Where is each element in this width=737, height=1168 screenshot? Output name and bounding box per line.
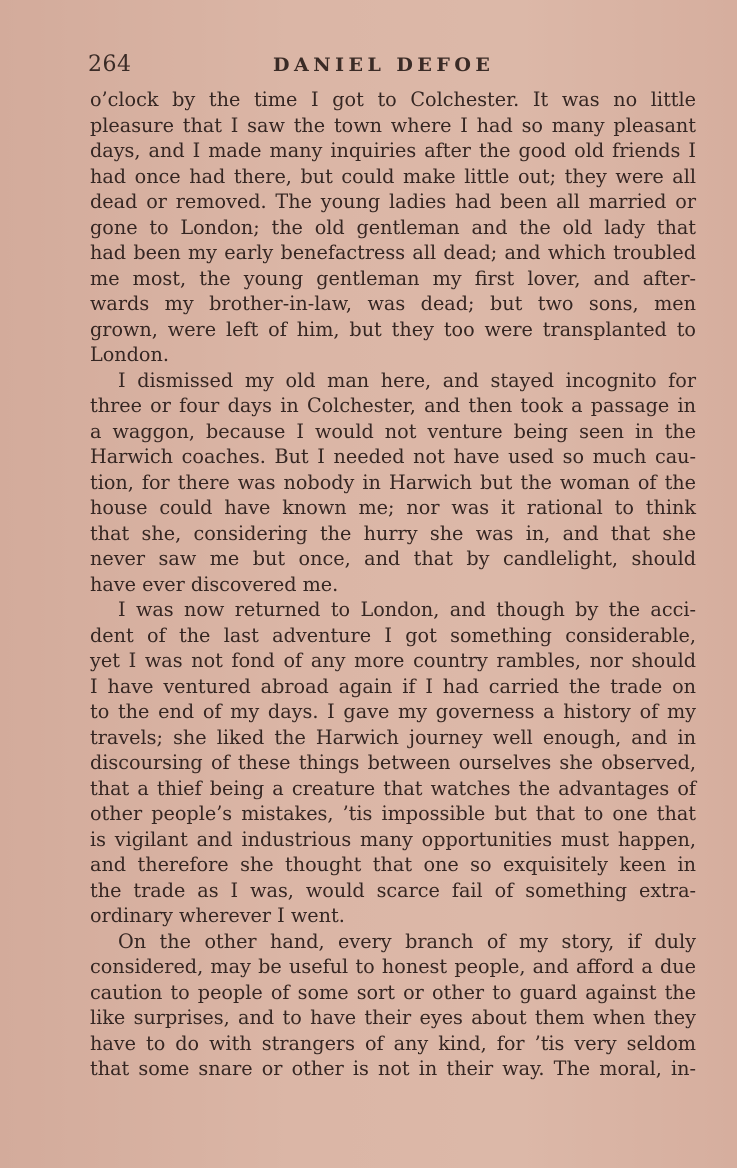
- text-line: caution to people of some sort or other to guard against the: [90, 980, 696, 1004]
- text-line: considered, may be useful to honest people, and afford a due: [90, 955, 696, 978]
- text-line: I was now returned to London, and though by the acci-: [118, 598, 696, 621]
- text-line: London.: [90, 343, 169, 366]
- text-line: I dismissed my old man here, and stayed incognito for: [118, 368, 696, 392]
- text-line: a waggon, because I would not venture being seen in the: [90, 419, 696, 443]
- text-line: tion, for there was nobody in Harwich but the woman of the: [90, 470, 696, 494]
- text-line: me most, the young gentleman my first lover, and after-: [90, 266, 696, 290]
- text-line: have to do with strangers of any kind, for ’tis very seldom: [90, 1031, 696, 1055]
- text-line: that some snare or other is not in their way. The moral, in-: [90, 1057, 696, 1080]
- text-line: yet I was not fond of any more country rambles, nor should: [90, 649, 696, 672]
- running-head-title: DANIEL DEFOE: [273, 54, 495, 76]
- text-line: travels; she liked the Harwich journey well enough, and in: [90, 725, 696, 749]
- text-line: gone to London; the old gentleman and the old lady that: [90, 215, 696, 239]
- text-line: wards my brother-in-law, was dead; but two sons, men: [90, 292, 696, 315]
- text-line: Harwich coaches. But I needed not have used so much cau-: [90, 445, 696, 468]
- text-line: that a thief being a creature that watches the advantages of: [90, 776, 696, 800]
- text-line: I have ventured abroad again if I had carried the trade on: [90, 674, 696, 698]
- text-line: have ever discovered me.: [90, 572, 339, 596]
- text-line: the trade as I was, would scarce fail of something extra-: [90, 878, 696, 902]
- text-line: other people’s mistakes, ’tis impossible but that to one that: [90, 802, 696, 825]
- text-line: grown, were left of him, but they too were transplanted to: [90, 317, 696, 341]
- text-line: On the other hand, every branch of my story, if duly: [118, 929, 696, 953]
- text-line: to the end of my days. I gave my governess a history of my: [90, 700, 696, 723]
- text-line: never saw me but once, and that by candlelight, should: [90, 547, 696, 570]
- text-line: and therefore she thought that one so exquisitely keen in: [90, 853, 696, 876]
- text-line: ordinary wherever I went.: [90, 904, 345, 927]
- text-line: that she, considering the hurry she was in, and that she: [90, 521, 696, 545]
- text-line: had once had there, but could make little out; they were all: [90, 164, 696, 188]
- text-line: had been my early benefactress all dead; and which troubled: [90, 241, 696, 264]
- page-number: 264: [88, 52, 132, 77]
- text-line: dent of the last adventure I got something considerable,: [90, 623, 696, 647]
- text-line: house could have known me; nor was it rational to think: [90, 496, 696, 519]
- text-line: three or four days in Colchester, and then took a passage in: [90, 394, 696, 417]
- text-line: pleasure that I saw the town where I had so many pleasant: [90, 113, 696, 137]
- running-head: [88, 50, 698, 84]
- text-line: o’clock by the time I got to Colchester. It was no little: [90, 88, 696, 111]
- body-text: [90, 87, 696, 1082]
- text-line: is vigilant and industrious many opportunities must happen,: [90, 827, 696, 851]
- text-line: dead or removed. The young ladies had been all married or: [90, 190, 696, 213]
- text-line: like surprises, and to have their eyes about them when they: [90, 1006, 696, 1029]
- text-line: discoursing of these things between ourselves she observed,: [90, 751, 696, 774]
- text-line: days, and I made many inquiries after the good old friends I: [90, 139, 696, 162]
